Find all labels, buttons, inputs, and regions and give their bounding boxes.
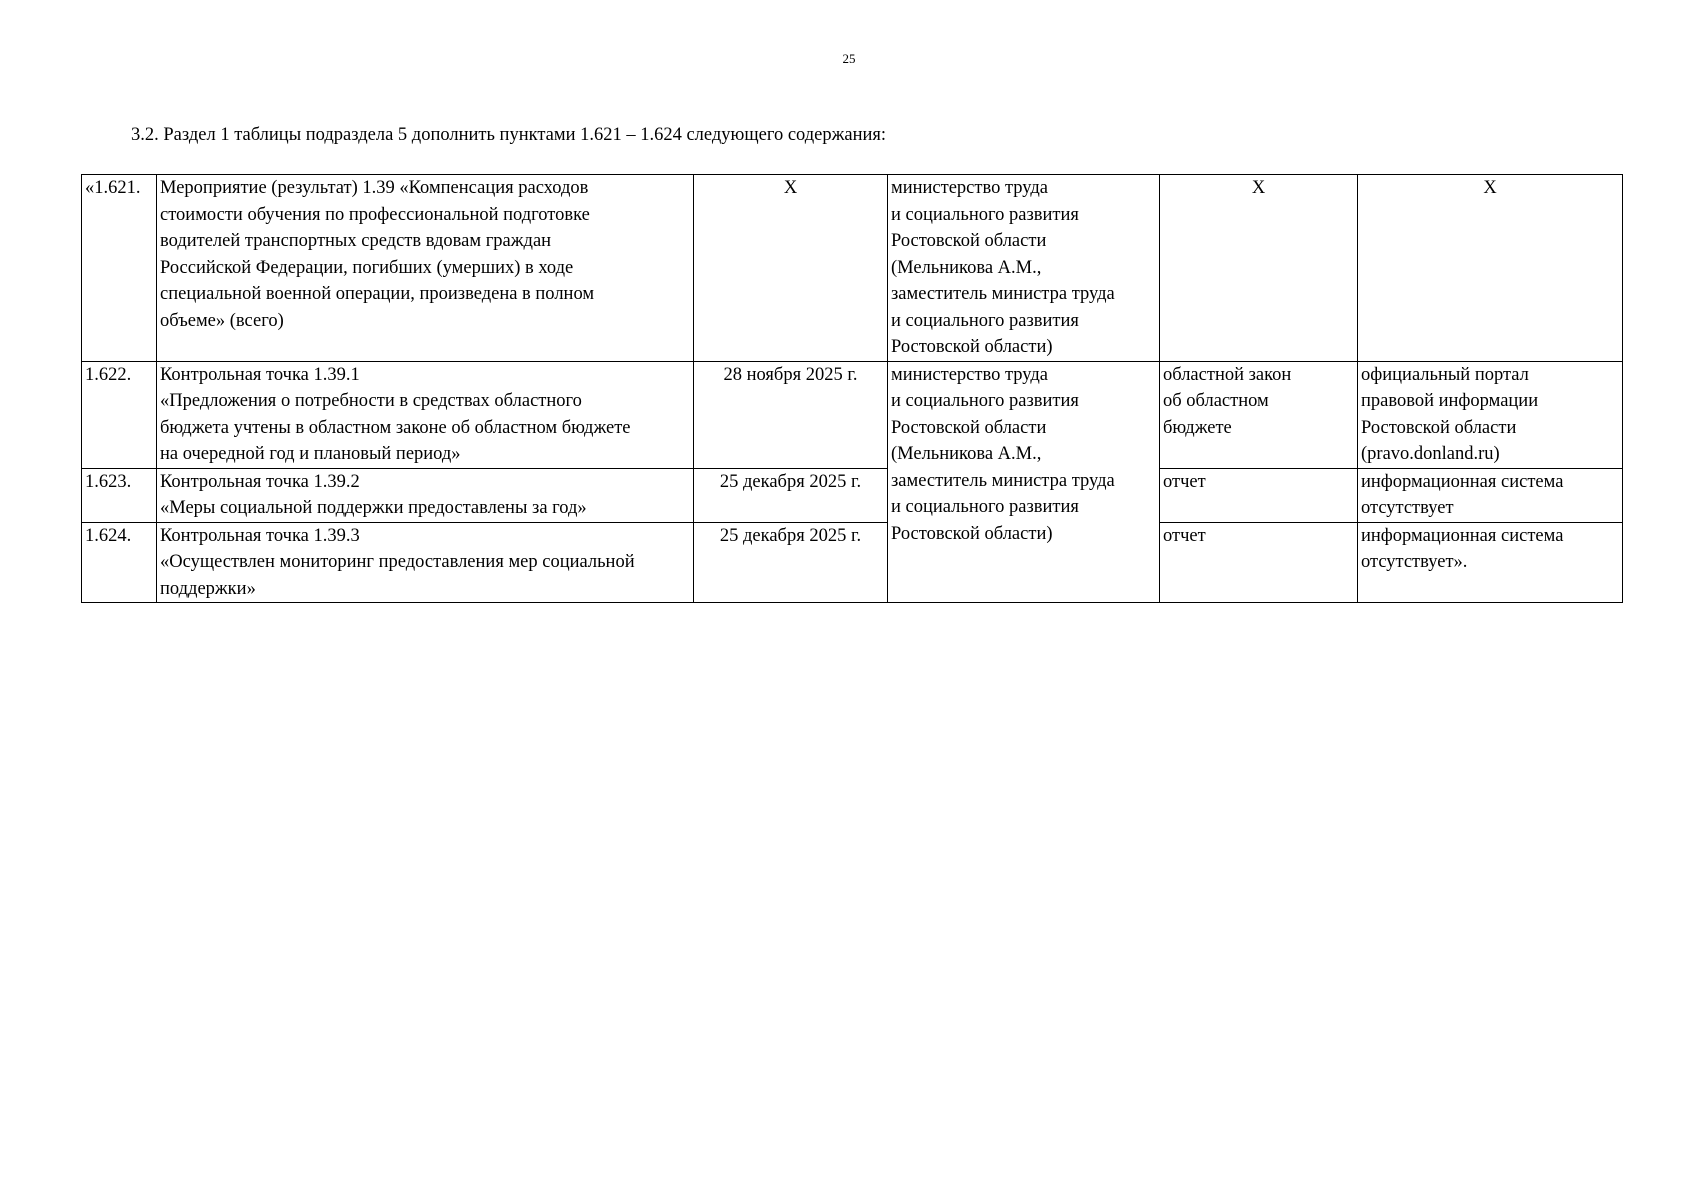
deadline-date: 25 декабря 2025 г. <box>694 522 888 603</box>
information-system: информационная система отсутствует <box>1358 468 1623 522</box>
intro-paragraph: 3.2. Раздел 1 таблицы подраздела 5 дополнить пунктами 1.621 – 1.624 следующего содержания: <box>131 125 887 145</box>
confirming-document: Х <box>1160 175 1358 362</box>
confirming-document: областной закон об областном бюджете <box>1160 361 1358 468</box>
table-row <box>82 175 1623 362</box>
deadline-date: 28 ноября 2025 г. <box>694 361 888 468</box>
confirming-document: отчет <box>1160 522 1358 603</box>
confirming-document: отчет <box>1160 468 1358 522</box>
row-number: 1.624. <box>82 522 157 603</box>
page-number: 25 <box>842 51 856 66</box>
row-number: 1.622. <box>82 361 157 468</box>
deadline-date: 25 декабря 2025 г. <box>694 468 888 522</box>
table-row <box>82 361 1623 468</box>
row-number: 1.623. <box>82 468 157 522</box>
information-system: официальный портал правовой информации Ростовской области (pravo.donland.ru) <box>1358 361 1623 468</box>
row-number: «1.621. <box>82 175 157 362</box>
information-system: Х <box>1358 175 1623 362</box>
responsible-executor: министерство труда и социального развития Ростовской области (Мельникова А.М., заместитель министра труда и социального развития Ростовской области) <box>888 175 1160 362</box>
amendment-table <box>81 174 1623 603</box>
event-name: Мероприятие (результат) 1.39 «Компенсация расходов стоимости обучения по профессиональной подготовке водителей транспортных средств вдовам граждан Российской Федерации, погибших (умерших) в ходе специальной военной операции, произведена в полном объеме» (всего) <box>157 175 694 362</box>
information-system: информационная система отсутствует». <box>1358 522 1623 603</box>
table-row <box>82 522 1623 603</box>
deadline-date: Х <box>694 175 888 362</box>
responsible-executor: министерство труда и социального развития Ростовской области (Мельникова А.М., заместитель министра труда и социального развития Ростовской области) <box>888 361 1160 603</box>
table-row <box>82 468 1623 522</box>
event-name: Контрольная точка 1.39.3 «Осуществлен мониторинг предоставления мер социальной поддержки» <box>157 522 694 603</box>
event-name: Контрольная точка 1.39.2 «Меры социальной поддержки предоставлены за год» <box>157 468 694 522</box>
event-name: Контрольная точка 1.39.1 «Предложения о потребности в средствах областного бюджета учтены в областном законе об областном бюджете на очередной год и плановый период» <box>157 361 694 468</box>
